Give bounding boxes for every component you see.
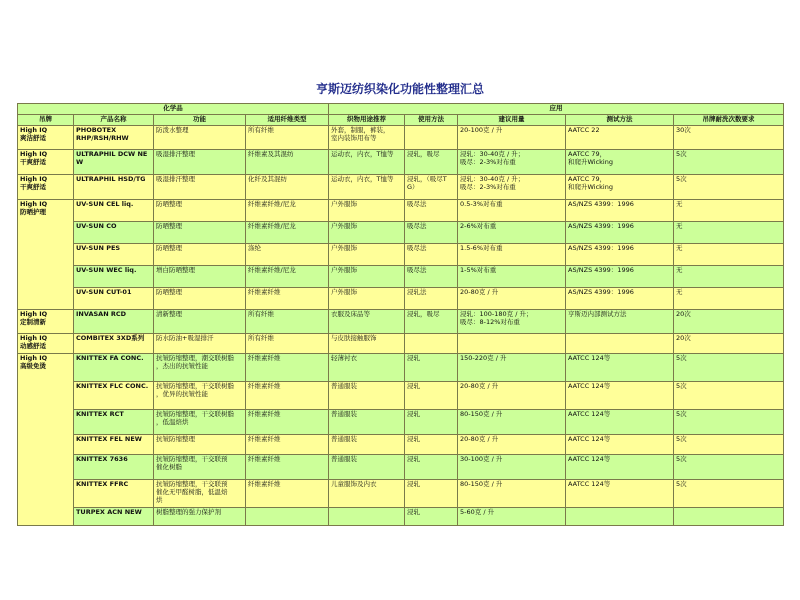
method-cell: 浸轧 bbox=[405, 410, 458, 435]
col-header-wash: 吊牌耐洗次数要求 bbox=[674, 115, 784, 126]
function-cell: 抗皱防缩整理，潮交联树脂 ，杰出的抗皱性能 bbox=[154, 354, 246, 382]
fiber-cell: 纤维素纤维 bbox=[246, 435, 329, 455]
col-header-test: 测试方法 bbox=[566, 115, 674, 126]
product-cell: KNITTEX FA CONC. bbox=[74, 354, 154, 382]
wash-cell: 无 bbox=[674, 200, 784, 222]
dosage-cell: 浸轧：30-40克 / 升； 吸尽：2-3%对布重 bbox=[458, 150, 566, 175]
summary-table bbox=[17, 103, 784, 526]
use-cell: 户外服饰 bbox=[329, 266, 405, 288]
dosage-cell: 30-100克 / 升 bbox=[458, 455, 566, 480]
function-cell: 抗皱防缩整理，干交联树脂 ，低温焙烘 bbox=[154, 410, 246, 435]
dosage-cell: 浸轧：30-40克 / 升； 吸尽：2-3%对布重 bbox=[458, 175, 566, 200]
wash-cell: 无 bbox=[674, 222, 784, 244]
product-cell: UV-SUN PES bbox=[74, 244, 154, 266]
wash-cell: 5次 bbox=[674, 150, 784, 175]
use-cell: 衣服及床品等 bbox=[329, 310, 405, 334]
product-cell: UV-SUN WEC liq. bbox=[74, 266, 154, 288]
wash-cell bbox=[674, 508, 784, 526]
product-cell: KNITTEX FEL NEW bbox=[74, 435, 154, 455]
method-cell: 浸轧 bbox=[405, 455, 458, 480]
function-cell: 防水防油+吸湿排汗 bbox=[154, 334, 246, 354]
fiber-cell: 纤维素纤维 bbox=[246, 455, 329, 480]
function-cell: 防泼水整理 bbox=[154, 126, 246, 150]
use-cell bbox=[329, 508, 405, 526]
wash-cell: 无 bbox=[674, 244, 784, 266]
dosage-cell: 80-150克 / 升 bbox=[458, 480, 566, 508]
col-header-function: 功能 bbox=[154, 115, 246, 126]
function-cell: 抗皱防缩整理 bbox=[154, 435, 246, 455]
test-cell bbox=[566, 508, 674, 526]
use-cell: 轻薄衬衣 bbox=[329, 354, 405, 382]
function-cell: 清新整理 bbox=[154, 310, 246, 334]
dosage-cell: 浸轧：100-180克 / 升； 吸尽：8-12%对布重 bbox=[458, 310, 566, 334]
function-cell: 防晒整理 bbox=[154, 222, 246, 244]
method-cell: 浸轧 bbox=[405, 480, 458, 508]
test-cell: AATCC 79， 和爬升Wicking bbox=[566, 175, 674, 200]
dosage-cell: 20-100克 / 升 bbox=[458, 126, 566, 150]
fiber-cell: 纤维素纤维/尼龙 bbox=[246, 266, 329, 288]
brand-cell: High IQ 干爽舒适 bbox=[18, 150, 74, 175]
fiber-cell: 化纤及其混纺 bbox=[246, 175, 329, 200]
function-cell: 抗皱防缩整理，干交联预 催化无甲醛树脂，低温焙 烘 bbox=[154, 480, 246, 508]
dosage-cell: 20-80克 / 升 bbox=[458, 435, 566, 455]
use-cell: 户外服饰 bbox=[329, 288, 405, 310]
wash-cell: 20次 bbox=[674, 310, 784, 334]
use-cell: 运动衣，内衣，T恤等 bbox=[329, 175, 405, 200]
wash-cell: 5次 bbox=[674, 175, 784, 200]
test-cell: AATCC 124等 bbox=[566, 354, 674, 382]
test-cell: AATCC 124等 bbox=[566, 410, 674, 435]
test-cell: AS/NZS 4399：1996 bbox=[566, 222, 674, 244]
wash-cell: 无 bbox=[674, 266, 784, 288]
table-row bbox=[18, 244, 784, 266]
wash-cell: 5次 bbox=[674, 480, 784, 508]
fiber-cell: 纤维素纤维/尼龙 bbox=[246, 200, 329, 222]
fiber-cell: 纤维素及其混纺 bbox=[246, 150, 329, 175]
use-cell: 普通服装 bbox=[329, 382, 405, 410]
table-row bbox=[18, 382, 784, 410]
method-cell bbox=[405, 126, 458, 150]
product-cell: ULTRAPHIL HSD/TG bbox=[74, 175, 154, 200]
test-cell: 亨斯迈内部测试方法 bbox=[566, 310, 674, 334]
fiber-cell: 所有纤维 bbox=[246, 310, 329, 334]
method-cell: 浸轧，吸尽 bbox=[405, 310, 458, 334]
table-row bbox=[18, 480, 784, 508]
fiber-cell: 纤维素纤维 bbox=[246, 410, 329, 435]
product-cell: UV-SUN CEL liq. bbox=[74, 200, 154, 222]
fiber-cell: 纤维素纤维 bbox=[246, 480, 329, 508]
method-cell: 浸轧 bbox=[405, 354, 458, 382]
fiber-cell: 涤纶 bbox=[246, 244, 329, 266]
use-cell: 外套，制服，裤装， 室内装饰用布等 bbox=[329, 126, 405, 150]
table-row bbox=[18, 126, 784, 150]
product-cell: PHOBOTEX RHP/RSH/RHW bbox=[74, 126, 154, 150]
brand-cell: High IQ 干爽舒适 bbox=[18, 175, 74, 200]
table-row bbox=[18, 222, 784, 244]
test-cell: AS/NZS 4399：1996 bbox=[566, 244, 674, 266]
brand-cell: High IQ 防晒护理 bbox=[18, 200, 74, 310]
table-row bbox=[18, 410, 784, 435]
product-cell: UV-SUN CUT-01 bbox=[74, 288, 154, 310]
test-cell: AS/NZS 4399：1996 bbox=[566, 266, 674, 288]
column-header-row bbox=[18, 115, 784, 126]
table-row bbox=[18, 200, 784, 222]
function-cell: 吸湿排汗整理 bbox=[154, 150, 246, 175]
page-title: 亨斯迈纺织染化功能性整理汇总 bbox=[315, 82, 484, 96]
function-cell: 增白防晒整理 bbox=[154, 266, 246, 288]
product-cell: ULTRAPHIL DCW NEW bbox=[74, 150, 154, 175]
wash-cell: 5次 bbox=[674, 410, 784, 435]
product-cell: KNITTEX RCT bbox=[74, 410, 154, 435]
test-cell: AS/NZS 4399：1996 bbox=[566, 200, 674, 222]
table-row bbox=[18, 334, 784, 354]
dosage-cell: 80-150克 / 升 bbox=[458, 410, 566, 435]
table-row bbox=[18, 266, 784, 288]
test-cell: AS/NZS 4399：1996 bbox=[566, 288, 674, 310]
table-row bbox=[18, 354, 784, 382]
table-row bbox=[18, 435, 784, 455]
test-cell: AATCC 124等 bbox=[566, 382, 674, 410]
function-cell: 防晒整理 bbox=[154, 288, 246, 310]
wash-cell: 无 bbox=[674, 288, 784, 310]
method-cell: 吸尽法 bbox=[405, 266, 458, 288]
fiber-cell: 所有纤维 bbox=[246, 334, 329, 354]
function-cell: 抗皱防缩整理，干交联树脂 ，优异的抗皱性能 bbox=[154, 382, 246, 410]
method-cell: 吸尽法 bbox=[405, 222, 458, 244]
test-cell: AATCC 79， 和爬升Wicking bbox=[566, 150, 674, 175]
brand-cell: High IQ 定制清新 bbox=[18, 310, 74, 334]
wash-cell: 5次 bbox=[674, 455, 784, 480]
fiber-cell bbox=[246, 508, 329, 526]
use-cell: 普通服装 bbox=[329, 435, 405, 455]
wash-cell: 20次 bbox=[674, 334, 784, 354]
method-cell: 浸轧 bbox=[405, 435, 458, 455]
function-cell: 吸湿排汗整理 bbox=[154, 175, 246, 200]
use-cell: 与皮肤接触服饰 bbox=[329, 334, 405, 354]
method-cell: 浸轧，（吸尽T G） bbox=[405, 175, 458, 200]
function-cell: 树脂整理的强力保护剂 bbox=[154, 508, 246, 526]
method-cell: 浸轧法 bbox=[405, 288, 458, 310]
col-header-dosage: 建议用量 bbox=[458, 115, 566, 126]
dosage-cell: 1.5-6%对布重 bbox=[458, 244, 566, 266]
dosage-cell: 1-5%对布重 bbox=[458, 266, 566, 288]
dosage-cell: 0.5-3%对布重 bbox=[458, 200, 566, 222]
table-row bbox=[18, 508, 784, 526]
function-cell: 防晒整理 bbox=[154, 200, 246, 222]
dosage-cell: 20-80克 / 升 bbox=[458, 382, 566, 410]
method-cell: 吸尽法 bbox=[405, 244, 458, 266]
wash-cell: 5次 bbox=[674, 354, 784, 382]
test-cell: AATCC 22 bbox=[566, 126, 674, 150]
use-cell: 户外服饰 bbox=[329, 222, 405, 244]
table-row bbox=[18, 455, 784, 480]
wash-cell: 5次 bbox=[674, 382, 784, 410]
dosage-cell: 5-60克 / 升 bbox=[458, 508, 566, 526]
use-cell: 户外服饰 bbox=[329, 244, 405, 266]
table-row bbox=[18, 150, 784, 175]
col-header-brand: 吊牌 bbox=[18, 115, 74, 126]
use-cell: 儿童服饰及内衣 bbox=[329, 480, 405, 508]
brand-cell: High IQ 动感舒适 bbox=[18, 334, 74, 354]
group-header-chemicals: 化学品 bbox=[18, 104, 329, 115]
col-header-product: 产品名称 bbox=[74, 115, 154, 126]
dosage-cell bbox=[458, 334, 566, 354]
fiber-cell: 纤维素纤维/尼龙 bbox=[246, 222, 329, 244]
use-cell: 户外服饰 bbox=[329, 200, 405, 222]
product-cell: INVASAN RCD bbox=[74, 310, 154, 334]
method-cell bbox=[405, 334, 458, 354]
wash-cell: 5次 bbox=[674, 435, 784, 455]
dosage-cell: 2-6%对布重 bbox=[458, 222, 566, 244]
product-cell: KNITTEX FFRC bbox=[74, 480, 154, 508]
table-row bbox=[18, 288, 784, 310]
test-cell bbox=[566, 334, 674, 354]
method-cell: 浸轧 bbox=[405, 382, 458, 410]
product-cell: UV-SUN CO bbox=[74, 222, 154, 244]
method-cell: 浸轧，吸尽 bbox=[405, 150, 458, 175]
col-header-method: 使用方法 bbox=[405, 115, 458, 126]
use-cell: 普通服装 bbox=[329, 455, 405, 480]
product-cell: COMBITEX 3XD系列 bbox=[74, 334, 154, 354]
function-cell: 防晒整理 bbox=[154, 244, 246, 266]
product-cell: KNITTEX FLC CONC. bbox=[74, 382, 154, 410]
product-cell: KNITTEX 7636 bbox=[74, 455, 154, 480]
fiber-cell: 所有纤维 bbox=[246, 126, 329, 150]
wash-cell: 30次 bbox=[674, 126, 784, 150]
product-cell: TURPEX ACN NEW bbox=[74, 508, 154, 526]
group-header-application: 应用 bbox=[329, 104, 784, 115]
dosage-cell: 20-80克 / 升 bbox=[458, 288, 566, 310]
brand-cell: High IQ 高级免烫 bbox=[18, 354, 74, 526]
use-cell: 普通服装 bbox=[329, 410, 405, 435]
function-cell: 抗皱防缩整理，干交联预 催化树脂 bbox=[154, 455, 246, 480]
col-header-fiber: 适用纤维类型 bbox=[246, 115, 329, 126]
fiber-cell: 纤维素纤维 bbox=[246, 288, 329, 310]
method-cell: 吸尽法 bbox=[405, 200, 458, 222]
fiber-cell: 纤维素纤维 bbox=[246, 354, 329, 382]
method-cell: 浸轧 bbox=[405, 508, 458, 526]
col-header-use: 织物用途推荐 bbox=[329, 115, 405, 126]
use-cell: 运动衣，内衣，T恤等 bbox=[329, 150, 405, 175]
table-row bbox=[18, 175, 784, 200]
dosage-cell: 150-220克 / 升 bbox=[458, 354, 566, 382]
test-cell: AATCC 124等 bbox=[566, 455, 674, 480]
fiber-cell: 纤维素纤维 bbox=[246, 382, 329, 410]
brand-cell: High IQ 爽洁舒适 bbox=[18, 126, 74, 150]
test-cell: AATCC 124等 bbox=[566, 480, 674, 508]
table-row bbox=[18, 310, 784, 334]
group-header-row bbox=[18, 104, 784, 115]
test-cell: AATCC 124等 bbox=[566, 435, 674, 455]
